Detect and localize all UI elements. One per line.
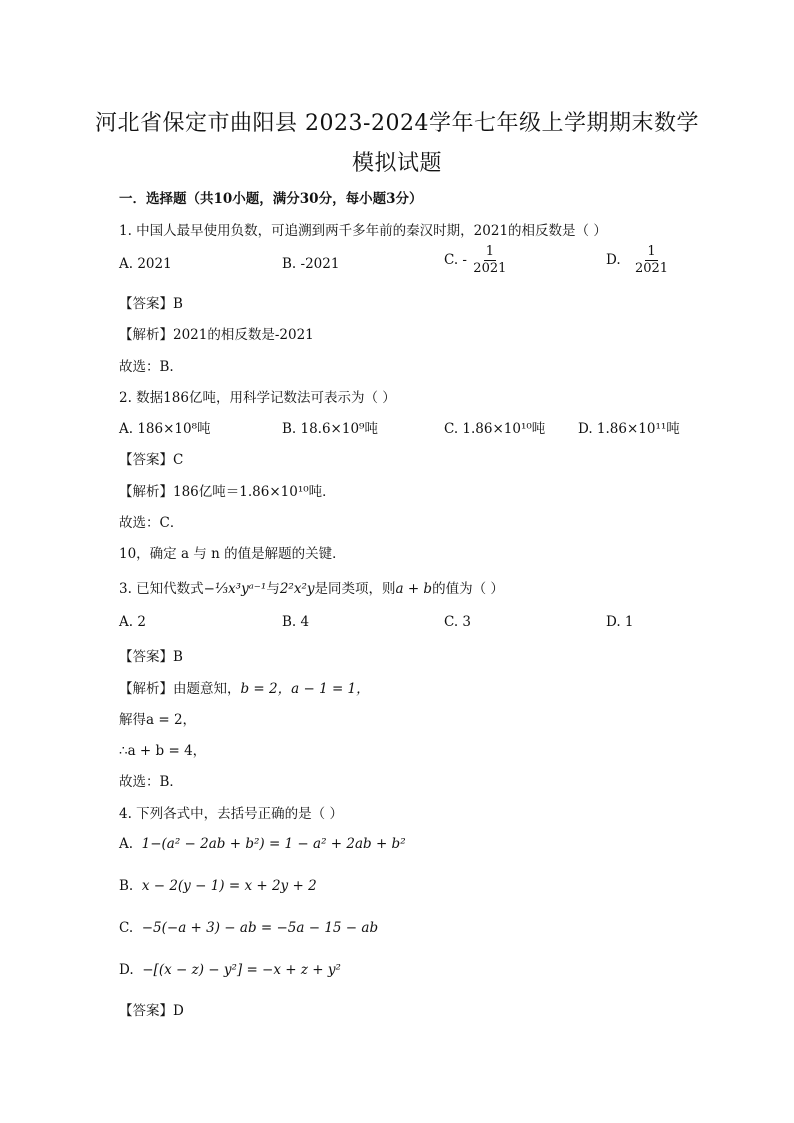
- q3-stem-part4: 的值为（ ）: [432, 581, 504, 597]
- q4-option-b: [119, 878, 317, 894]
- q1-analysis: 【解析】2021的相反数是-2021: [119, 327, 314, 343]
- q3-option-b: B. 4: [282, 614, 310, 630]
- q3-stem: [119, 577, 504, 597]
- q4-option-b-label: B.: [119, 878, 134, 894]
- q4-option-b-expression: x − 2(y − 1) = x + 2y + 2: [141, 878, 317, 894]
- q3-expression-2: 2²x²y: [279, 581, 315, 597]
- q1-option-d-fraction: [633, 244, 670, 277]
- q3-analysis-label: 【解析】由题意知，: [119, 681, 241, 697]
- q4-answer: 【答案】D: [119, 1003, 184, 1019]
- q2-option-a: A. 186×10⁸吨: [119, 421, 211, 437]
- q1-option-c: [444, 244, 508, 277]
- q1-stem: 1. 中国人最早使用负数，可追溯到两千多年前的秦汉时期，2021的相反数是（ ）: [119, 223, 607, 239]
- q1-option-d-denominator: 2021: [634, 261, 669, 276]
- q1-option-d: [606, 244, 670, 277]
- q3-answer: 【答案】B: [119, 649, 183, 665]
- q2-option-b: B. 18.6×10⁹吨: [282, 421, 378, 437]
- q1-choose: 故选：B.: [119, 359, 174, 375]
- q1-option-c-denominator: 2021: [473, 261, 507, 276]
- q4-stem: 4. 下列各式中，去括号正确的是（ ）: [119, 806, 343, 822]
- q2-stem: 2. 数据186亿吨，用科学记数法可表示为（ ）: [119, 390, 396, 406]
- q1-option-b: B. -2021: [282, 256, 340, 272]
- q3-analysis: [119, 677, 370, 697]
- q2-note: 10，确定 a 与 n 的值是解题的关键．: [119, 546, 346, 562]
- q4-option-c: [119, 920, 378, 936]
- q4-option-a-expression: 1−(a² − 2ab + b²) = 1 − a² + 2ab + b²: [141, 836, 406, 852]
- q1-answer: 【答案】B: [119, 296, 183, 312]
- q4-option-a-label: A.: [119, 836, 134, 852]
- q4-option-a: [119, 836, 406, 852]
- q3-analysis-expression: b = 2，a − 1 = 1，: [240, 681, 370, 697]
- q2-analysis: 【解析】186亿吨＝1.86×10¹⁰吨．: [119, 484, 336, 500]
- q3-stem-part2: 与: [266, 581, 280, 597]
- q1-option-c-fraction: [471, 244, 508, 277]
- q1-option-c-prefix: C. -: [444, 252, 467, 268]
- doc-title-line2: 模拟试题: [351, 151, 442, 176]
- q4-option-c-label: C.: [119, 920, 134, 936]
- q3-solve: 解得a = 2，: [119, 712, 197, 728]
- q4-option-d-expression: −[(x − z) − y²] = −x + z + y²: [142, 962, 341, 978]
- q3-expression-3: a + b: [395, 581, 433, 597]
- q3-expression-1: −⅓x³yᵃ⁻¹: [203, 581, 267, 597]
- q3-stem-part1: 3. 已知代数式: [119, 581, 204, 597]
- q2-option-c: C. 1.86×10¹⁰吨: [444, 421, 546, 437]
- q3-stem-part3: 是同类项，则: [314, 581, 396, 597]
- q3-option-d: D. 1: [606, 614, 634, 630]
- q3-option-c: C. 3: [444, 614, 472, 630]
- q4-option-d-label: D.: [119, 962, 134, 978]
- q3-therefore: ∴a + b = 4，: [119, 743, 207, 759]
- q1-option-c-numerator: 1: [485, 244, 494, 259]
- q4-option-c-expression: −5(−a + 3) − ab = −5a − 15 − ab: [141, 920, 379, 936]
- q1-option-a: A. 2021: [119, 256, 172, 272]
- q4-option-d: [119, 962, 341, 978]
- section-heading: 一．选择题（共10小题，满分30分，每小题3分）: [119, 191, 423, 207]
- q2-option-d: D. 1.86×10¹¹吨: [578, 421, 680, 437]
- q3-option-a: A. 2: [119, 614, 146, 630]
- q1-option-d-numerator: 1: [647, 244, 656, 259]
- q1-option-d-prefix: D.: [606, 252, 621, 268]
- doc-title-line1: 河北省保定市曲阳县 2023-2024学年七年级上学期期末数学: [95, 111, 699, 136]
- q2-choose: 故选：C．: [119, 515, 184, 531]
- q2-answer: 【答案】C: [119, 452, 184, 468]
- q3-choose: 故选：B．: [119, 774, 183, 790]
